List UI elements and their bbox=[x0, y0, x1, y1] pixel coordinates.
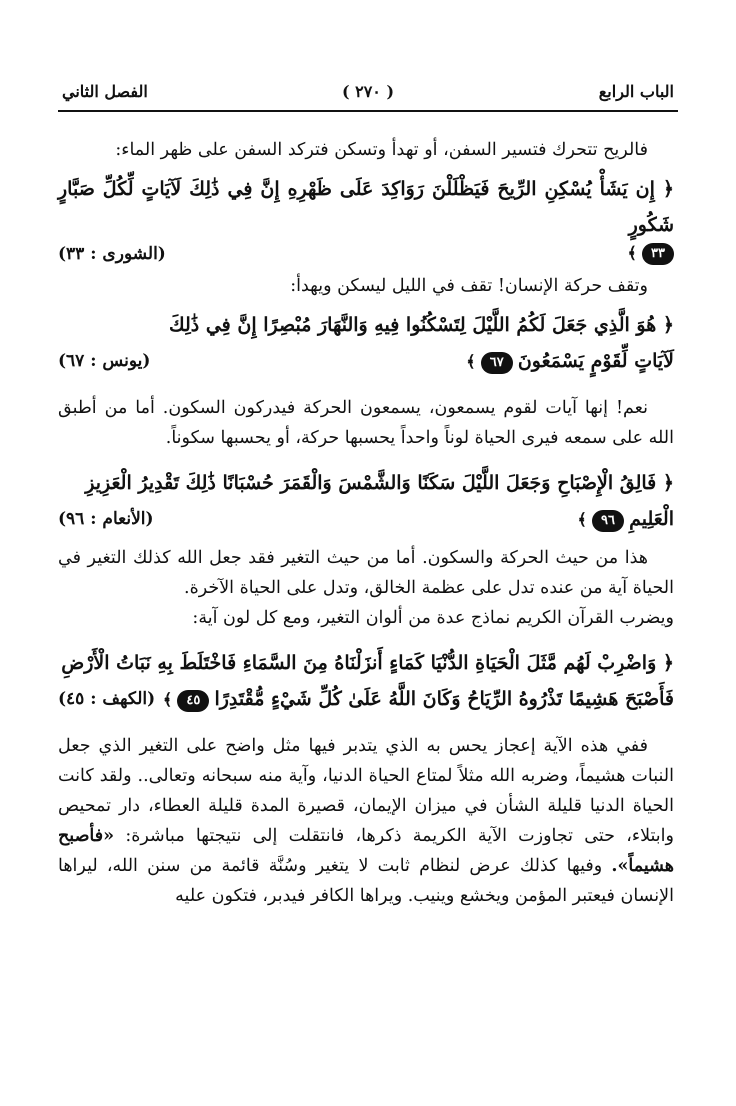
commentary-continuation: وفيها كذلك عرض لنظام ثابت لا يتغير وسُنَّة قائمة من سنن الله، ليراها الإنسان فيعتبر المؤمن ويخشع وينيب. ويراها الكافر فيدبر، فتكون عليه bbox=[58, 856, 674, 906]
section-title: الفصل الثاني bbox=[62, 82, 148, 101]
commentary-text: ففي هذه الآية إعجاز يحس به الذي يتدبر فيها مثل واضح على التغير الذي جعل النبات هشيماً، وضربه الله مثلاً لمتاع الحياة الدنيا، وآية منه سبحانه وتعالى.. ولقد كانت الحياة الدنيا قليلة الشأن في ميزان الإيمان، قصيرة المدة قليلة العطاء، دار تمحيص وابتلاء، حتى تجاوزت الآية الكريمة ذكرها، فانتقلت إلى نتيجتها مباشرة: bbox=[58, 736, 674, 846]
paragraph-examples: ويضرب القرآن الكريم نماذج عدة من ألوان التغير، ومع كل لون آية: bbox=[192, 608, 674, 628]
verse-line-2: فَأَصْبَحَ هَشِيمًا تَذْرُوهُ الرِّيَاحُ وَكَانَ اللَّهُ عَلَىٰ كُلِّ شَيْءٍ مُّقْتَدِرًا bbox=[214, 688, 674, 710]
verse-shura bbox=[58, 171, 674, 265]
page-header bbox=[62, 82, 674, 108]
verse-close-bracket: ﴾ bbox=[577, 510, 587, 529]
paragraph-change: هذا من حيث الحركة والسكون. أما من حيث التغير فقد جعل الله كذلك التغير في الحياة آية من عنده تدل على عظمة الخالق، وتدل على الحياة الآخرة. bbox=[58, 548, 674, 598]
header-rule bbox=[58, 110, 678, 112]
ayah-number-badge: ٩٦ bbox=[592, 510, 624, 532]
page-body bbox=[58, 135, 674, 911]
paragraph-wind: فالريح تتحرك فتسير السفن، أو تهدأ وتسكن فتركد السفن على ظهر الماء: bbox=[115, 140, 648, 160]
verse-close-bracket: ﴾ bbox=[162, 690, 173, 709]
verse-line-1: ﴿ وَاضْرِبْ لَهُم مَّثَلَ الْحَيَاةِ الدُّنْيَا كَمَاءٍ أَنزَلْنَاهُ مِنَ السَّمَاءِ فَاخْتَلَطَ بِهِ نَبَاتُ الْأَرْضِ bbox=[61, 652, 674, 674]
verse-close-bracket: ﴾ bbox=[466, 352, 476, 371]
verse-reference: (الشورى : ٣٣) bbox=[58, 244, 166, 264]
paragraph-hearing: نعم! إنها آيات لقوم يسمعون، يسمعون الحركة فيدركون السكون. أما من أطبق الله على سمعه فيرى الحياة لوناً واحداً يحسبها حركة، أو يحسبها سكوناً. bbox=[58, 398, 674, 448]
verse-close-bracket: ﴾ bbox=[627, 243, 637, 263]
verse-text: ﴿ إِن يَشَأْ يُسْكِنِ الرِّيحَ فَيَظْلَلْنَ رَوَاكِدَ عَلَى ظَهْرِهِ إِنَّ فِي ذَٰلِكَ لَآيَاتٍ لِّكُلِّ صَبَّارٍ شَكُورٍ bbox=[58, 178, 674, 236]
ayah-number-badge: ٣٣ bbox=[642, 243, 674, 265]
paragraph-commentary bbox=[58, 731, 674, 911]
page-number: ( ٢٧٠ ) bbox=[341, 82, 395, 101]
verse-reference: (الأنعام : ٩٦) bbox=[58, 509, 154, 529]
verse-reference: (الكهف : ٤٥) bbox=[58, 689, 156, 709]
chapter-title: الباب الرابع bbox=[598, 82, 674, 101]
verse-yunus bbox=[58, 307, 674, 379]
verse-line-1: ﴿ هُوَ الَّذِي جَعَلَ لَكُمُ اللَّيْلَ لِتَسْكُنُوا فِيهِ وَالنَّهَارَ مُبْصِرًا إِنَّ فِي ذَٰلِكَ bbox=[168, 314, 674, 336]
ayah-number-badge: ٦٧ bbox=[481, 352, 513, 374]
verse-line-2: الْعَلِيمِ bbox=[629, 508, 674, 530]
paragraph-human-motion: وتقف حركة الإنسان! تقف في الليل ليسكن ويهدأ: bbox=[290, 276, 648, 296]
verse-kahf bbox=[58, 645, 674, 717]
verse-line-2: لَآيَاتٍ لِّقَوْمٍ يَسْمَعُونَ bbox=[517, 350, 674, 372]
verse-reference: (يونس : ٦٧) bbox=[58, 351, 151, 371]
commentary-quote: «فأصبح هشيماً». bbox=[58, 826, 674, 876]
verse-anam bbox=[58, 465, 674, 537]
ayah-number-badge: ٤٥ bbox=[177, 690, 209, 712]
verse-line-1: ﴿ فَالِقُ الْإِصْبَاحِ وَجَعَلَ اللَّيْلَ سَكَنًا وَالشَّمْسَ وَالْقَمَرَ حُسْبَانًا ذَٰلِكَ تَقْدِيرُ الْعَزِيزِ bbox=[85, 472, 674, 494]
